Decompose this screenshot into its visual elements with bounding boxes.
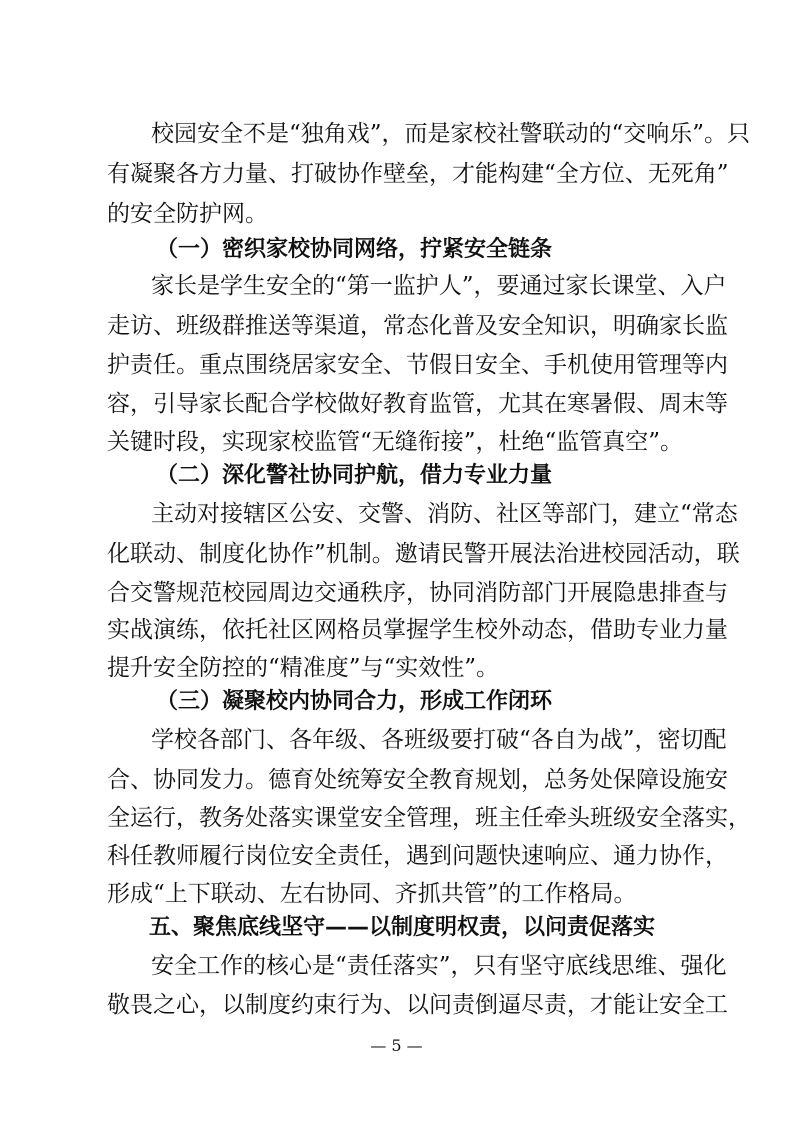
section-subheading: （一）密织家校协同网络，拧紧安全链条 (156, 237, 553, 262)
paragraph-line: 科任教师履行岗位安全责任，遇到问题快速响应、通力协作， (107, 843, 728, 869)
paragraph-line: 有凝聚各方力量、打破协作壁垒，才能构建“全方位、无死角” (107, 161, 729, 187)
paragraph-line: 学校各部门、各年级、各班级要打破“各自为战”，密切配 (151, 727, 727, 753)
paragraph-line: 实战演练，依托社区网格员掌握学生校外动态，借助专业力量 (107, 617, 728, 643)
paragraph-line: 护责任。重点围绕居家安全、节假日安全、手机使用管理等内 (107, 352, 728, 378)
paragraph-line: 合交警规范校园周边交通秩序，协同消防部门开展隐患排查与 (107, 580, 728, 606)
section-subheading: （三）凝聚校内协同合力，形成工作闭环 (156, 689, 553, 714)
paragraph-line: 安全工作的核心是“责任落实”，只有坚守底线思维、强化 (151, 953, 727, 979)
paragraph-line: 化联动、制度化协作”机制。邀请民警开展法治进校园活动，联 (107, 541, 740, 567)
section-subheading: （二）深化警社协同护航，借力专业力量 (156, 463, 553, 488)
section-heading: 五、聚焦底线坚守——以制度明权责，以问责促落实 (149, 915, 656, 940)
paragraph-line: 家长是学生安全的“第一监护人”，要通过家长课堂、入户 (151, 273, 727, 299)
paragraph-line: 走访、班级群推送等渠道，常态化普及安全知识，明确家长监 (107, 313, 728, 339)
paragraph-line: 的安全防护网。 (107, 201, 268, 227)
page-number: — 5 — (370, 1036, 423, 1055)
paragraph-line: 提升安全防控的“精准度”与“实效性”。 (107, 655, 500, 681)
paragraph-line: 形成“上下联动、左右协同、齐抓共管”的工作格局。 (107, 881, 637, 907)
paragraph-line: 容，引导家长配合学校做好教育监管，尤其在寒暑假、周末等 (107, 391, 728, 417)
paragraph-line: 合、协同发力。德育处统筹安全教育规划，总务处保障设施安 (107, 767, 728, 793)
paragraph-line: 全运行，教务处落实课堂安全管理，班主任牵头班级安全落实， (107, 805, 751, 831)
paragraph-line: 主动对接辖区公安、交警、消防、社区等部门，建立“常态 (151, 501, 738, 527)
paragraph-line: 敬畏之心，以制度约束行为、以问责倒逼尽责，才能让安全工 (107, 992, 728, 1018)
paragraph-line: 校园安全不是“独角戏”，而是家校社警联动的“交响乐”。只 (151, 121, 751, 147)
paragraph-line: 关键时段，实现家校监管“无缝衔接”，杜绝“监管真空”。 (107, 429, 684, 455)
